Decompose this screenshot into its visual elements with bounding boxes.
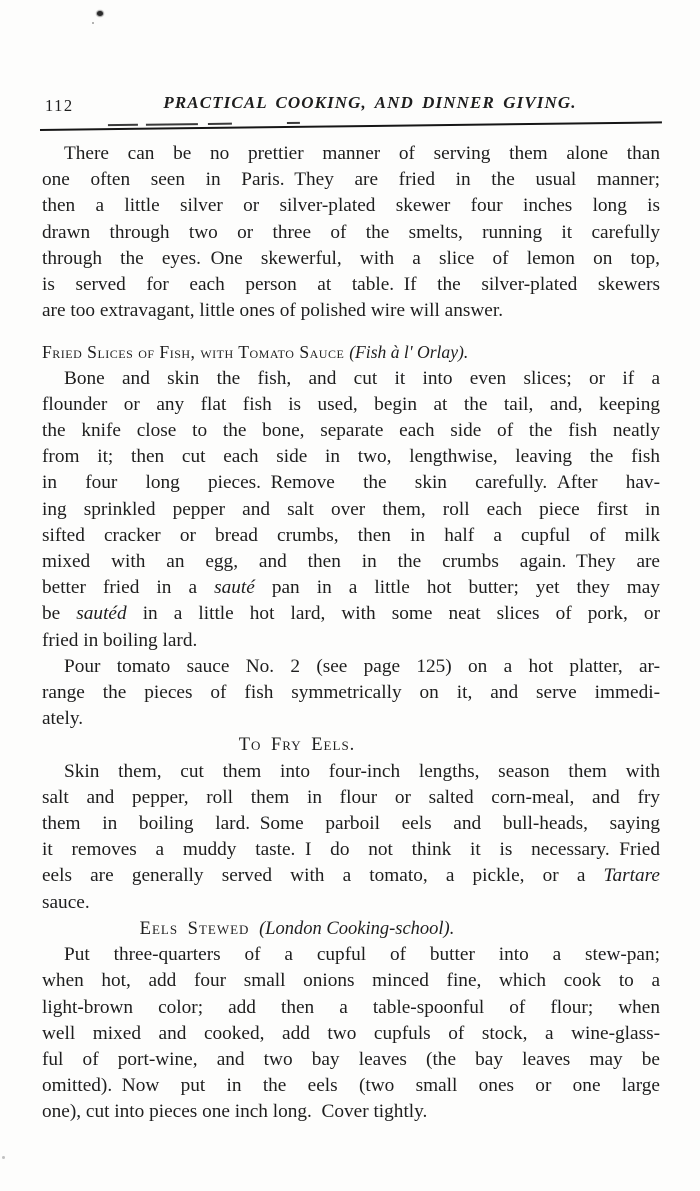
- text-line: [42, 246, 660, 272]
- text-run: mixed with an egg, and then in the crumbs again. They are: [42, 551, 660, 573]
- text-line: [42, 549, 660, 575]
- page-number: 112: [45, 96, 74, 115]
- text-line: [42, 272, 660, 298]
- text-line: [42, 1021, 660, 1047]
- text-line: [42, 706, 660, 732]
- text-line: [42, 392, 660, 418]
- text-run: There can be no prettier manner of serving them alone than: [64, 143, 660, 164]
- text-line: [42, 575, 660, 601]
- text-run: it removes a muddy taste. I do not think it is necessary. Fried: [42, 839, 660, 861]
- text-line: [42, 759, 660, 785]
- text-line: [42, 811, 660, 837]
- text-line: [42, 220, 660, 246]
- text-run: sifted cracker or bread crumbs, then in half a cupful of milk: [42, 524, 660, 546]
- small-caps-run: To Fry Eels.: [238, 735, 356, 756]
- text-run: ful of port-wine, and two bay leaves (the bay leaves may be: [42, 1048, 660, 1070]
- text-line: [42, 1099, 660, 1125]
- text-line: [42, 680, 660, 706]
- text-line: [42, 837, 660, 863]
- italic-text-run: (Fish à l' Orlay).: [349, 342, 469, 363]
- rule-dash-artifact: [287, 122, 300, 124]
- text-line: [42, 366, 660, 392]
- text-line: [42, 444, 660, 470]
- rule-dash-artifact: [208, 123, 232, 125]
- italic-text-run: (London Cooking-school).: [259, 918, 455, 939]
- rule-dash-artifact: [146, 123, 198, 125]
- paragraph-tomato-sauce-serving: [42, 654, 660, 733]
- text-run: Pour tomato sauce No. 2 (see page 125) on a hot platter, ar-: [64, 655, 660, 677]
- text-line: [42, 523, 660, 549]
- text-run: omitted). Now put in the eels (two small ones or one large: [42, 1075, 660, 1097]
- text-line: [42, 141, 660, 167]
- running-title: PRACTICAL COOKING, AND DINNER GIVING.: [163, 93, 577, 112]
- text-run: in a little hot lard, with some neat slices of pork, or: [126, 603, 660, 625]
- text-line: [42, 890, 660, 916]
- paragraph-eels-stewed-method: [42, 942, 660, 1125]
- small-caps-run: Eels Stewed: [139, 918, 260, 939]
- text-line: [42, 298, 660, 324]
- text-line: [42, 916, 660, 942]
- ink-speck: [92, 22, 94, 24]
- small-caps-run: Fried Slices of Fish, with Tomato Sauce: [42, 342, 350, 363]
- page-header: [42, 93, 660, 117]
- text-run: ately.: [42, 708, 84, 730]
- paragraph-smelts-serving: [42, 141, 660, 324]
- text-line: [42, 193, 660, 219]
- text-run: ing sprinkled pepper and salt over them, roll each piece first in: [42, 498, 660, 520]
- rule-dash-artifact: [108, 124, 138, 126]
- text-line: [42, 497, 660, 523]
- text-run: sauce.: [42, 891, 90, 913]
- text-line: [42, 167, 660, 193]
- text-line: [42, 339, 660, 365]
- italic-text-run: Tartare: [603, 865, 660, 887]
- text-run: better fried in a: [42, 577, 215, 599]
- text-line: [42, 628, 660, 654]
- italic-text-run: sautéd: [76, 603, 127, 625]
- text-run: the knife close to the bone, separate each side of the fish neatly: [42, 420, 660, 442]
- text-run: eels are generally served with a tomato, a pickle, or a: [42, 865, 604, 887]
- text-line: [42, 863, 660, 889]
- heading-eels-stewed: [42, 916, 660, 942]
- text-run: in four long pieces. Remove the skin carefully. After hav-: [42, 472, 660, 494]
- ink-speck: [2, 1156, 5, 1159]
- text-line: [42, 601, 660, 627]
- heading-fried-slices-of-fish: [42, 339, 660, 365]
- heading-to-fry-eels: [42, 732, 660, 758]
- text-line: [42, 654, 660, 680]
- text-run: well mixed and cooked, add two cupfuls of stock, a wine-glass-: [42, 1022, 660, 1044]
- text-run: Put three-quarters of a cupful of butter into a stew-pan;: [64, 944, 660, 966]
- text-run: are too extravagant, little ones of polished wire will answer.: [42, 300, 504, 322]
- text-run: one), cut into pieces one inch long. Cover tightly.: [42, 1101, 428, 1123]
- text-run: drawn through two or three of the smelts, running it carefully: [42, 221, 660, 243]
- text-run: is served for each person at table. If the silver-plated skewers: [42, 274, 660, 296]
- text-run: be: [42, 603, 77, 625]
- text-run: pan in a little hot butter; yet they may: [254, 577, 660, 599]
- text-line: [42, 968, 660, 994]
- paragraph-fry-eels-method: [42, 759, 660, 916]
- text-line: [42, 1047, 660, 1073]
- text-line: [42, 785, 660, 811]
- text-run: one often seen in Paris. They are fried in the usual manner;: [42, 169, 660, 191]
- text-run: flounder or any flat fish is used, begin at the tail, and, keeping: [42, 393, 660, 415]
- text-run: Bone and skin the fish, and cut it into even slices; or if a: [64, 367, 660, 389]
- text-run: through the eyes. One skewerful, with a slice of lemon on top,: [42, 247, 660, 269]
- text-run: salt and pepper, roll them in flour or salted corn-meal, and fry: [42, 786, 660, 808]
- text-line: [42, 1073, 660, 1099]
- text-line: [42, 470, 660, 496]
- text-run: fried in boiling lard.: [42, 629, 198, 651]
- page-text: [42, 141, 660, 1126]
- text-line: [42, 418, 660, 444]
- text-run: range the pieces of fish symmetrically on it, and serve immedi-: [42, 682, 660, 704]
- text-run: them in boiling lard. Some parboil eels and bull-heads, saying: [42, 813, 660, 835]
- paragraph-fried-slices-method: [42, 366, 660, 654]
- ink-speck: [97, 11, 103, 16]
- text-run: light-brown color; add then a table-spoonful of flour; when: [42, 996, 660, 1018]
- italic-text-run: sauté: [214, 577, 255, 599]
- text-line: [42, 942, 660, 968]
- text-line: [42, 732, 660, 758]
- header-rule: [40, 119, 662, 135]
- text-run: then a little silver or silver-plated skewer four inches long is: [42, 195, 660, 217]
- text-line: [42, 995, 660, 1021]
- text-run: Skin them, cut them into four-inch lengths, season them with: [64, 760, 660, 782]
- text-run: when hot, add four small onions minced fine, which cook to a: [42, 970, 660, 992]
- text-run: from it; then cut each side in two, lengthwise, leaving the fish: [42, 446, 660, 468]
